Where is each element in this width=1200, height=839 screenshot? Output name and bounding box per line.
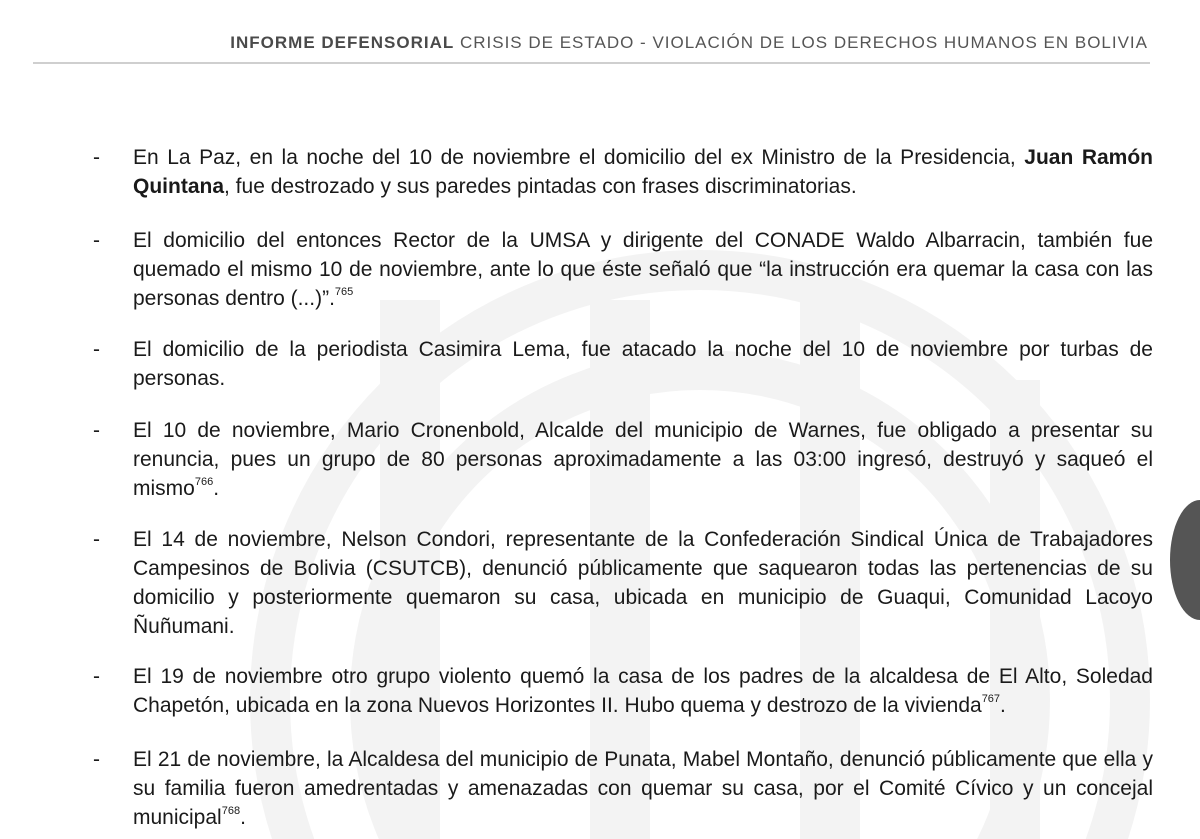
bullet-dash: - [93,528,100,551]
list-item-text: El 10 de noviembre, Mario Cronenbold, Alcalde del municipio de Warnes, fue obligado a presentar su renuncia, pues un grupo de 80 personas aproximadamente a las 03:00 ingresó, destruyó y saqueó el mismo$^{766}$. [133,419,1153,500]
list-item [93,416,1153,503]
bullet-dash: - [93,229,100,252]
footnote-ref: 767 [981,693,1001,705]
header-rule [33,62,1150,64]
footnote-ref: 765 [334,286,354,298]
bullet-dash: - [93,338,100,361]
bullet-dash: - [93,419,100,442]
list-item [93,745,1153,832]
list-item [93,143,1153,201]
list-item-text: El domicilio de la periodista Casimira Lema, fue atacado la noche del 10 de noviembre por turbas de personas. [133,338,1153,390]
header-title-bold: INFORME DEFENSORIAL [230,33,455,52]
list-item-text: El domicilio del entonces Rector de la UMSA y dirigente del CONADE Waldo Albarracin, también fue quemado el mismo 10 de noviembre, ante lo que éste señaló que “la instrucción era quemar la casa con las personas dentro (...)”.$^{765}$ [133,229,1153,310]
list-item [93,525,1153,641]
list-item-text: En La Paz, en la noche del 10 de noviembre el domicilio del ex Ministro de la Presidencia, Juan Ramón Quintana, fue destrozado y sus paredes pintadas con frases discriminatorias. [133,146,1153,198]
list-item-text: El 14 de noviembre, Nelson Condori, representante de la Confederación Sindical Única de Trabajadores Campesinos de Bolivia (CSUTCB), denunció públicamente que saquearon todas las pertenencias de su domicilio y posteriormente quemaron su casa, ubicada en municipio de Guaqui, Comunidad Lacoyo Ñuñumani. [133,528,1153,638]
list-item [93,335,1153,393]
footnote-ref: 768 [221,805,241,817]
bullet-dash: - [93,665,100,688]
list-item [93,662,1153,720]
list-item-text: El 21 de noviembre, la Alcaldesa del municipio de Punata, Mabel Montaño, denunció públicamente que ella y su familia fueron amedrentadas y amenazadas con quemar su casa, por el Comité Cívico y un concejal municipal$^{768}$. [133,748,1153,829]
bullet-dash: - [93,146,100,169]
bullet-dash: - [93,748,100,771]
footnote-ref: 766 [194,476,214,488]
list-item [93,226,1153,313]
running-header [230,33,1148,53]
list-item-text: El 19 de noviembre otro grupo violento quemó la casa de los padres de la alcaldesa de El Alto, Soledad Chapetón, ubicada en la zona Nuevos Horizontes II. Hubo quema y destrozo de la vivienda$^{767}$. [133,665,1153,717]
header-title-rest: CRISIS DE ESTADO - VIOLACIÓN DE LOS DERECHOS HUMANOS EN BOLIVIA [454,33,1148,52]
highlighted-name: Juan Ramón Quintana [133,146,1153,198]
